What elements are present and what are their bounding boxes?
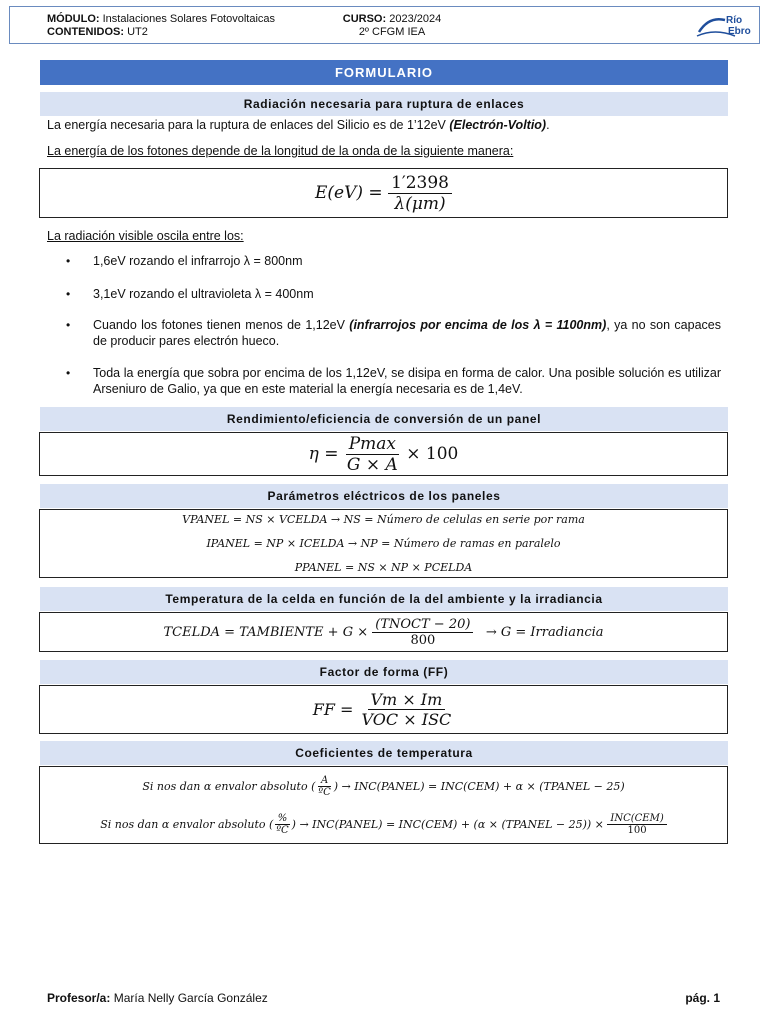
energia-lhs: E(eV) = [314,183,383,203]
formula-coef-1: Si nos dan α envalor absoluto ( $\frac{A}{\text{ºC}}$ ) → INC(PANEL) = INC(CEM) + α × (TPANEL − 25) [142,774,625,798]
coef1-text: Si nos dan α envalor absoluto [142,779,308,793]
energia-numerator: 1′2398 [388,173,452,194]
eta-lhs: η = [308,444,339,464]
energia-denominator: λ(μm) [394,193,446,214]
contenidos-label: CONTENIDOS: [47,26,124,38]
curso-value: 2023/2024 [389,13,442,25]
visible-intro: La radiación visible oscila entre los: [47,229,244,243]
bullet-icon: • [66,366,71,380]
formula-factor [40,686,727,733]
formula-box-temperatura [39,612,728,652]
bullet-icon: • [66,254,71,268]
bullet-icon: • [66,287,71,301]
formula-ipanel: IPANEL = NP × ICELDA → NP = Número de ramas en paralelo [206,537,561,550]
formula-vpanel: VPANEL = NS × VCELDA → NS = Número de celulas en serie por rama [182,513,585,526]
eta-numerator: Pmax [346,434,399,455]
section-coeficientes-title: Coeficientes de temperatura [40,741,728,765]
bullet-icon: • [66,318,71,332]
radiacion-paragraph-2: La energía de los fotones depende de la longitud de la onda de la siguiente manera: [47,144,514,158]
formula-box-parametros [39,509,728,578]
bullet-1: 1,6eV rozando el infrarrojo λ = 800nm [93,254,303,268]
tcelda-denominator: 800 [410,632,436,648]
bullet-3-text-a: Cuando los fotones tienen menos de 1,12eV [93,318,350,332]
section-radiacion-title: Radiación necesaria para ruptura de enlaces [40,92,728,116]
coef2-frac-den: ºC [276,824,289,836]
coef2-end-den: 100 [627,824,647,836]
logo-text-1: Río [726,15,743,26]
tcelda-lhs: TCELDA = TAMBIENTE + G × [163,624,369,640]
coef1-formula: → INC(PANEL) = INC(CEM) + α × (TPANEL − 25) [341,779,625,793]
coef2-text: Si nos dan α envalor absoluto [100,817,266,831]
header-left [47,13,275,39]
eta-denominator: G × A [346,454,398,475]
ff-numerator: Vm × Im [368,690,446,710]
section-parametros-title: Parámetros eléctricos de los paneles [40,484,728,508]
section-temperatura-title: Temperatura de la celda en función de la del ambiente y la irradiancia [40,587,728,611]
footer-name: María Nelly García González [113,991,268,1005]
section-rendimiento-title: Rendimiento/eficiencia de conversión de un panel [40,407,728,431]
eta-rhs: × 100 [406,444,459,464]
formula-temperatura [40,613,727,651]
modulo-label: MÓDULO: [47,13,100,25]
section-factor-title: Factor de forma (FF) [40,660,728,684]
bullet-4: Toda la energía que sobra por encima de los 1,12eV, se disipa en forma de calor. Una posible solución es utilizar Arseniuro de Galio, ya que en este material la energía necesaria es de 1,4eV. [93,366,721,396]
bullet-2: 3,1eV rozando el ultravioleta λ = 400nm [93,287,314,301]
coef1-frac-num: A [318,775,331,787]
document-header [9,6,760,44]
formula-energia [40,169,727,217]
page-title: FORMULARIO [40,60,728,85]
formula-box-energia [39,168,728,218]
modulo-value: Instalaciones Solares Fotovoltaicas [102,13,276,25]
contenidos-value: UT2 [127,26,148,38]
ff-denominator: VOC × ISC [361,710,452,729]
tcelda-rhs: → G = Irradiancia [485,624,604,640]
bullet-3-text-b: , ya no son capaces de producir pares electrón hueco. [93,318,721,348]
footer-label: Profesor/a: [47,991,111,1005]
formula-box-coeficientes [39,766,728,844]
bullet-3-bold: (infrarrojos por encima de los λ = 1100nm) [349,318,607,332]
radiacion-paragraph-1 [47,117,727,133]
coef2-formula: → INC(PANEL) = INC(CEM) + (α × (TPANEL − 25)) × [299,817,604,831]
bullet-3 [93,317,721,349]
formula-box-rendimiento [39,432,728,476]
header-center [332,13,452,39]
formula-ppanel: PPANEL = NS × NP × PCELDA [294,561,473,574]
page-number: pág. 1 [685,991,720,1005]
coef1-frac-den: ºC [318,786,331,798]
school-logo [695,10,753,40]
logo-text-2: Ebro [728,26,751,37]
formula-rendimiento [40,433,727,475]
footer-teacher [47,991,268,1005]
ff-lhs: FF = [312,700,354,719]
radiacion-p1-bold: (Electrón-Voltio) [449,118,547,132]
grupo: 2º CFGM IEA [358,26,426,38]
formula-box-factor [39,685,728,734]
formula-coef-2: Si nos dan α envalor absoluto ( $\frac{\%}{\text{ºC}}$ ) → INC(PANEL) = INC(CEM) + (α × (TPANEL − 25)) × $\frac{\text{INC(CEM)}}{100}$ [40,807,727,841]
tcelda-numerator: (TNOCT − 20) [372,617,473,633]
coef2-frac-num: % [275,813,291,825]
radiacion-p1-text: La energía necesaria para la ruptura de enlaces del Silicio es de 1’12eV [47,118,450,132]
radiacion-p1-end: . [546,118,550,132]
curso-label: CURSO: [342,13,387,25]
coef2-end-num: INC(CEM) [607,813,666,825]
